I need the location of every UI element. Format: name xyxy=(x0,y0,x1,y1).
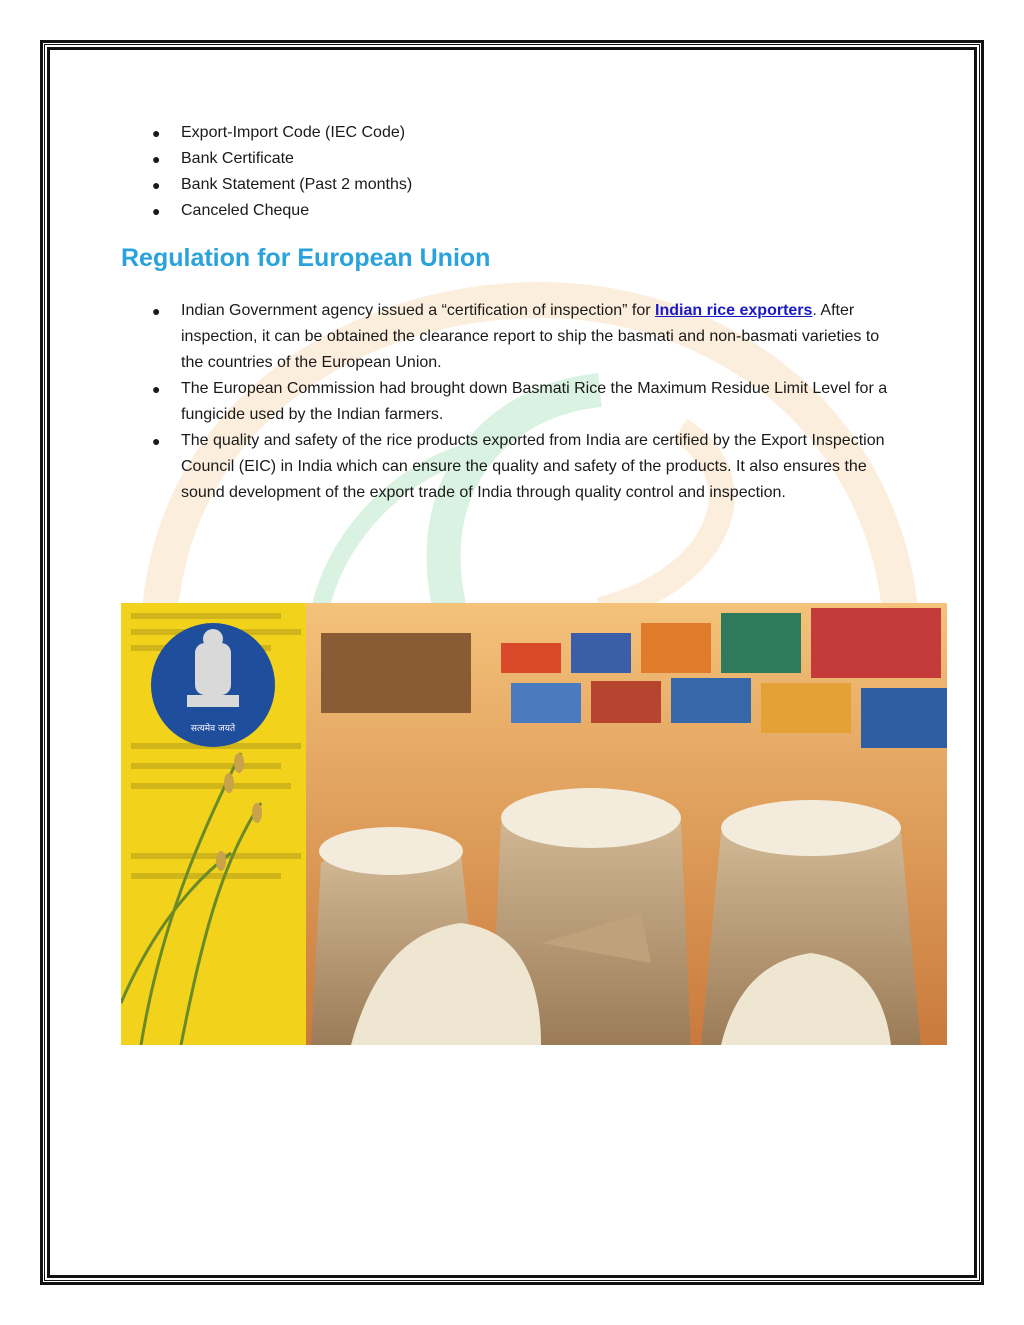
section-heading: Regulation for European Union xyxy=(121,244,491,272)
list-item: ● Bank Certificate xyxy=(181,146,901,172)
list-item: ● Canceled Cheque xyxy=(181,198,901,224)
documents-list xyxy=(152,120,901,224)
bullet-icon: ● xyxy=(152,125,161,141)
indian-rice-exporters-link[interactable]: Indian rice exporters xyxy=(655,302,813,319)
bullet-icon: ● xyxy=(152,381,161,397)
emblem-caption: सत्यमेव जयते xyxy=(190,724,236,734)
list-item: ● The quality and safety of the rice products exported from India are certified by the Export Inspection Council (EIC) in India which can ensure the quality and safety of the products. It also ensures the sound development of the export trade of India through quality control and inspection. xyxy=(181,428,901,506)
bullet-icon: ● xyxy=(152,151,161,167)
bullet-icon: ● xyxy=(152,177,161,193)
list-item: ● The European Commission had brought down Basmati Rice the Maximum Residue Limit Level for a fungicide used by the Indian farmers. xyxy=(181,376,901,428)
rice-export-illustration xyxy=(121,603,947,1045)
bullet-icon: ● xyxy=(152,303,161,319)
bullet-icon: ● xyxy=(152,433,161,449)
list-item: ● Bank Statement (Past 2 months) xyxy=(181,172,901,198)
list-item: ● Export-Import Code (IEC Code) xyxy=(181,120,901,146)
regulation-list xyxy=(152,298,901,506)
list-item: ● Indian Government agency issued a “certification of inspection” for Indian rice exporters. After inspection, it can be obtained the clearance report to ship the basmati and non-basmati varieties to the countries of the European Union. xyxy=(181,298,901,376)
bullet-icon: ● xyxy=(152,203,161,219)
rice-export-photo xyxy=(121,603,947,1045)
